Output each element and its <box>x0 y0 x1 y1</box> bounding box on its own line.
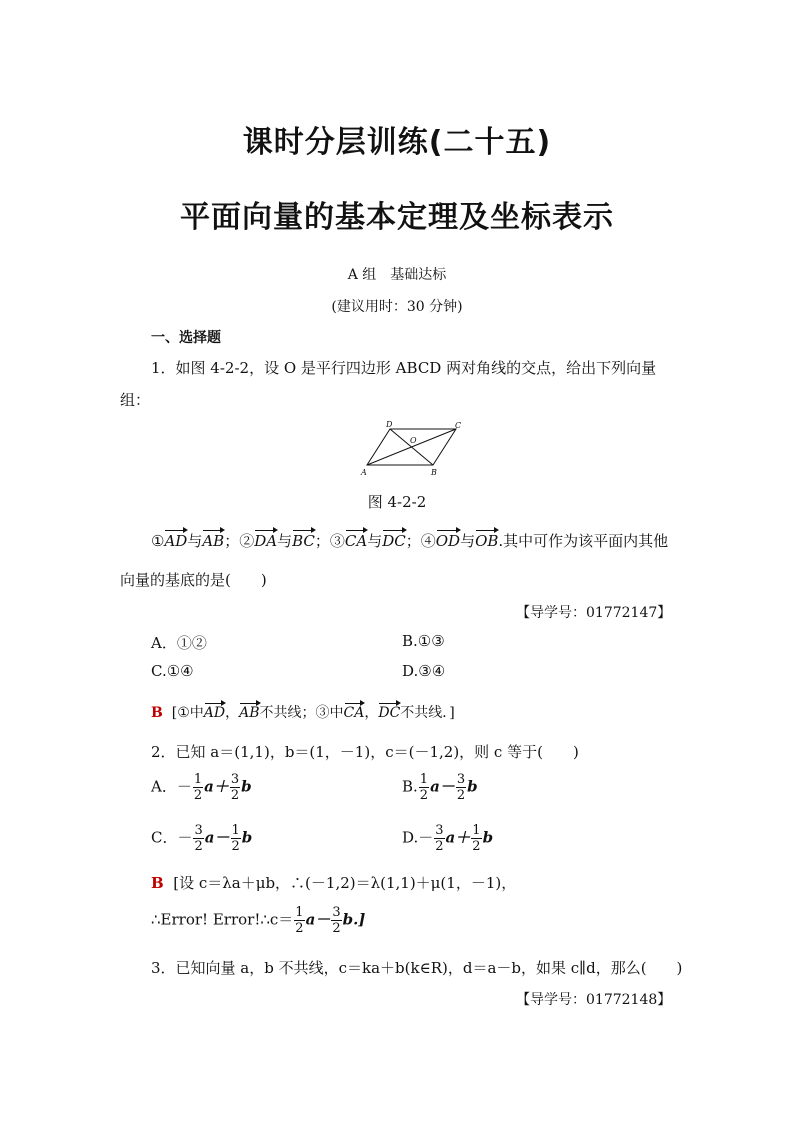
vector-ob: OB <box>475 532 499 550</box>
term: a－ <box>305 910 331 929</box>
page-subtitle: 平面向量的基本定理及坐标表示 <box>180 200 614 235</box>
fraction: $\frac{1}{2}$ <box>419 772 429 803</box>
q1-tail: .其中可作为该平面内其他 <box>498 532 669 550</box>
parallelogram-figure <box>355 418 470 483</box>
vector-ab: AB <box>239 705 260 721</box>
ans-text: [①中 <box>171 705 204 721</box>
ans-text: ， <box>225 705 240 721</box>
term: a＋ <box>204 777 229 796</box>
q1-choice-c[interactable]: C.①④ <box>151 662 194 680</box>
choice-label: B. <box>402 777 418 796</box>
vector-dc: DC <box>382 532 406 550</box>
q1-stem-line2: 组： <box>120 391 151 409</box>
q2-choice-b[interactable] <box>402 772 478 803</box>
ans-text: ∴Error! Error!∴c＝ <box>151 910 294 929</box>
time-hint: (建议用时：30 分钟) <box>331 299 463 315</box>
q2-answer-letter: B <box>151 874 164 892</box>
conj: 与 <box>187 532 203 550</box>
label-c: C <box>455 421 462 430</box>
choice-label: A．－ <box>151 777 192 796</box>
label-o: O <box>410 436 417 445</box>
conj: 与 <box>460 532 476 550</box>
fraction: $\frac{3}{2}$ <box>435 823 444 854</box>
q1-stem-line4: 向量的基底的是( ) <box>120 571 267 589</box>
fraction: $\frac{3}{2}$ <box>332 905 341 936</box>
conj: 与 <box>367 532 383 550</box>
conj: 与 <box>277 532 293 550</box>
term: b.] <box>342 910 366 929</box>
vector-ad: AD <box>164 532 188 550</box>
q1-answer-letter: B <box>151 705 163 721</box>
q1-choice-a[interactable]: A．①② <box>151 634 207 652</box>
vector-dc: DC <box>378 705 401 721</box>
fraction: $\frac{1}{2}$ <box>231 823 240 854</box>
q3-guide-number: 【导学号：01772148】 <box>516 992 672 1008</box>
sep: ；② <box>224 532 255 550</box>
q1-stem-line1: 1．如图 4-2-2，设 O 是平行四边形 ABCD 两对角线的交点，给出下列向量 <box>151 359 657 377</box>
sep: ；③ <box>314 532 345 550</box>
q2-stem: 2．已知 a＝(1,1)，b＝(1，－1)，c＝(－1,2)，则 c 等于( ) <box>151 743 579 761</box>
fraction: $\frac{3}{2}$ <box>194 823 203 854</box>
fraction: $\frac{1}{2}$ <box>193 772 203 803</box>
choice-label: C．－ <box>151 828 193 847</box>
vector-od: OD <box>435 532 461 550</box>
ans-text: 不共线．] <box>400 705 455 721</box>
q2-answer-line2 <box>151 905 365 936</box>
q1-answer <box>151 702 455 722</box>
fraction: $\frac{3}{2}$ <box>456 772 466 803</box>
section-heading: 一、选择题 <box>151 330 221 346</box>
q1-choice-d[interactable]: D.③④ <box>402 662 446 680</box>
diagonal-bd <box>390 429 433 465</box>
q3-stem: 3．已知向量 a，b 不共线，c＝ka＋b(k∈R)，d＝a－b，如果 c∥d，那么( ) <box>151 959 683 977</box>
choice-label: D.－ <box>402 828 434 847</box>
term: b <box>241 828 253 847</box>
q1-guide-number: 【导学号：01772147】 <box>516 605 672 621</box>
group-label: A 组 基础达标 <box>347 267 447 283</box>
vector-ad: AD <box>203 705 226 721</box>
term: b <box>482 828 494 847</box>
group-mark-1: ① <box>151 532 165 550</box>
vector-ab: AB <box>202 532 225 550</box>
q2-choice-c[interactable] <box>151 823 252 854</box>
term: a－ <box>430 777 455 796</box>
vector-ca: CA <box>344 532 368 550</box>
vector-ca: CA <box>343 705 365 721</box>
q2-choice-d[interactable] <box>402 823 493 854</box>
fraction: $\frac{3}{2}$ <box>230 772 240 803</box>
label-d: D <box>386 420 393 429</box>
term: a＋ <box>445 828 471 847</box>
q1-vector-groups <box>151 530 668 551</box>
term: a－ <box>204 828 230 847</box>
term: b <box>241 777 252 796</box>
label-a: A <box>361 468 367 477</box>
ans-text: [设 c＝λa＋μb，∴(－1,2)＝λ(1,1)＋μ(1，－1)， <box>173 874 517 892</box>
label-b: B <box>431 468 437 477</box>
vector-bc: BC <box>292 532 315 550</box>
ans-text: 不共线；③中 <box>259 705 344 721</box>
fraction: $\frac{1}{2}$ <box>295 905 304 936</box>
figure-caption: 图 4-2-2 <box>367 493 427 511</box>
fraction: $\frac{1}{2}$ <box>472 823 481 854</box>
q2-answer-line1 <box>151 872 516 893</box>
sep: ；④ <box>405 532 436 550</box>
term: b <box>467 777 478 796</box>
page-title: 课时分层训练(二十五) <box>242 125 552 160</box>
q2-choice-a[interactable] <box>151 772 252 803</box>
vector-da: DA <box>254 532 278 550</box>
ans-text: ， <box>364 705 379 721</box>
q1-choice-b[interactable]: B.①③ <box>402 632 445 650</box>
